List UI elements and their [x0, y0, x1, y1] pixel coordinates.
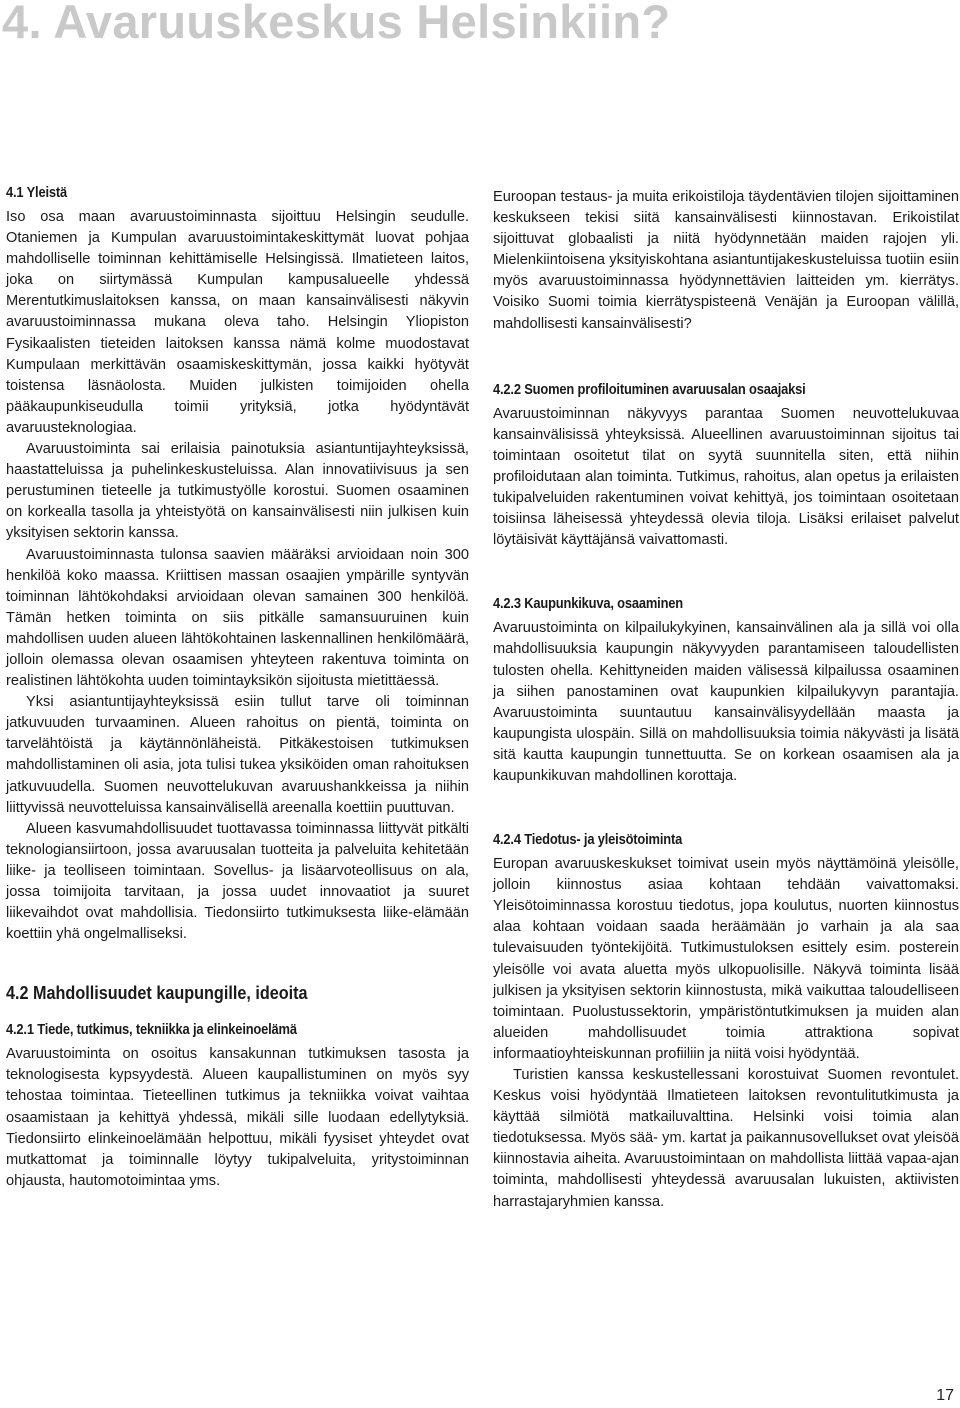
- section-heading-4-2-3: 4.2.3 Kaupunkikuva, osaaminen: [493, 595, 684, 613]
- paragraph: Avaruustoiminta on osoitus kansakunnan tutkimuksen tasosta ja teknologisesta kypsyydestä. Alueen kaupallistuminen on myös syy tehostaa toimintaa. Tieteellinen tutkimus ja tekniikka voivat vaihtaa osaamistaan ja kehittyä yhdessä, mikäli sille luodaan edellytyksiä. Tiedonsiirto elinkeinoelämään helpottuu, mikäli fyysiset yhteydet ovat mutkattomat ja toiminnalle löytyy tukipalveluita, yritystoiminnan ohjausta, hautomotoimintaa yms.: [6, 1046, 469, 1189]
- section-heading-4-2-2: 4.2.2 Suomen profiloituminen avaruusalan osaajaksi: [493, 380, 806, 398]
- section-4-2-4: [493, 829, 959, 1213]
- section-4-2: [6, 981, 469, 1005]
- section-heading-4-2: 4.2 Mahdollisuudet kaupungille, ideoita: [6, 983, 308, 1004]
- chapter-title: 4. Avaruuskeskus Helsinkiin?: [2, 0, 671, 48]
- section-heading-4-1: 4.1 Yleistä: [6, 184, 67, 201]
- paragraph: Avaruustoiminnasta tulonsa saavien määräksi arvioidaan noin 300 henkilöä koko maassa. Kriittisen massan osaajien ympärille syntyvän toiminnan lähtökohdaksi arvioidaan olevan samainen 300 henkilöä. Tämän hetken toiminta on siis pitkälle samansuuruinen kuin mahdollisen uuden alueen lähtökohtainen laskennallinen henkilömäärä, jolloin olemassa olevan osaamisen yhteyteen rakentuva toiminta on realistinen lähtökohta uuden toimintayksikön sijoitusta mietittäessä.: [6, 546, 469, 690]
- paragraph: Avaruustoiminta sai erilaisia painotuksia asiantuntijayhteyksissä, haastatteluissa ja puhelinkeskusteluissa. Alan innovatiivisuus ja sen perustuminen tieteelle ja tutkimustyölle korostui. Suomen osaaminen on korkealla tasolla ja yhteistyötä on kansainvälisesti niin julkisen kuin yksityisen sektorin kanssa.: [6, 441, 469, 542]
- spacer: [493, 787, 959, 829]
- paragraph: Yksi asiantuntijayhteyksissä esiin tullut tarve oli toiminnan jatkuvuuden turvaaminen. Alueen rahoitus on pientä, toiminta on tarvelähtöistä ja käytännönläheistä. Pitkäkestoisen tutkimuksen mahdollistaminen oli asia, jota tulisi tukea yksiköiden oman rahoituksen jatkuvuudella. Suomen neuvottelukuvan avaruushankkeissa ja niihin liittyvissä neuvotteluissa kansainvälisellä areenalla koettiin puuttuvan.: [6, 694, 469, 816]
- section-4-1: [6, 182, 469, 945]
- paragraph: Avaruustoiminnan näkyvyys parantaa Suomen neuvottelukuvaa kansainvälisissä yhteyksissä. Alueellinen avaruustoiminnan sijoitus tai toimintaan osoitetut tilat on syytä suunnitella siten, että niihin profiloidutaan alan toiminta. Tutkimus, rahoitus, alan opetus ja erilaisten tukipalveluiden rakentuminen voivat kehittyä, jos toimintaan osoitetaan toisiinsa läheisessä yhteydessä olevia tiloja. Lisäksi erilaiset palvelut löytäisivät käyttäjänsä vaivattomasti.: [493, 405, 959, 549]
- section-4-2-3: [493, 593, 959, 787]
- paragraph: Turistien kanssa keskustellessani korostuivat Suomen revontulet. Keskus voisi hyödyntää Ilmatieteen laitoksen revontulitutkimusta ja käyttää silmiötä matkailuvalttina. Helsinki voisi toimia alan tiedotuksessa. Myös sää- ym. kartat ja paikannusovellukset ovat yleisöä kiinnostavia aiheita. Avaruustoimintaan on mahdollista liittää vapaa-ajan toiminta, mahdollisesti yhteydessä avaruusalan lukuisten, aktiivisten harrastajaryhmien kanssa.: [493, 1067, 959, 1210]
- paragraph: Alueen kasvumahdollisuudet tuottavassa toiminnassa liittyvät pitkälti teknologiansiirtoon, jossa avaruusalan tuotteita ja palveluita kehitetään liike- ja teolliseen toimintaan. Sovellus- ja lisäarvoteollisuus on ala, jossa toimijoita tarvitaan, ja jossa uudet innovaatiot ja suuret liikevaihdot ovat mahdollisia. Tiedonsiirto tutkimuksesta liike-elämään koettiin yhä ongelmalliseksi.: [6, 820, 469, 943]
- section-4-2-1: [6, 1019, 469, 1192]
- left-column: [6, 182, 469, 1192]
- intro-section: [493, 187, 959, 335]
- page-number: 17: [936, 1387, 954, 1404]
- section-heading-4-2-1: 4.2.1 Tiede, tutkimus, tekniikka ja elinkeinoelämä: [6, 1021, 297, 1039]
- paragraph: Euroopan testaus- ja muita erikoistiloja täydentävien tilojen sijoittaminen keskukseen tekisi siitä kansainvälisesti kiinnostavan. Erikoistilat sijoittuvat globaalisti ja niitä hyödynnetään maiden rajojen yli. Mielenkiintoisena yksityiskohtana asiantuntijakeskusteluissa tuotiin esiin myös avaruustoiminnassa hyödynnettävien laitteiden ym. kierrätys. Voisiko Suomi toimia kierrätyspisteenä Venäjän ja Euroopan välillä, mahdollisesti kansainvälisesti?: [493, 189, 959, 332]
- paragraph: Avaruustoiminta on kilpailukykyinen, kansainvälinen ala ja sillä voi olla mahdollisuuksia kaupungin näkyvyyden parantamiseen taloudellisten tulosten ohella. Kehittyneiden maiden välisessä kilpailussa osaaminen ja siihen panostaminen ovat kaupunkien kilpailukyvyn parantajia. Avaruustoiminta suuntautuu kansainvälisyydellään maasta ja kaupungista ulospäin. Sillä on mahdollisuuksia toimia näkyvästi ja lisätä sitä kautta kaupungin tunnettuutta. Se on korkean osaamisen ala ja kaupunkikuvan mahdollinen korottaja.: [493, 620, 959, 784]
- section-4-2-2: [493, 379, 959, 552]
- spacer: [6, 945, 469, 981]
- spacer: [493, 551, 959, 593]
- paragraph: Iso osa maan avaruustoiminnasta sijoittuu Helsingin seudulle. Otaniemen ja Kumpulan avaruustoimintakeskittymät luovat pohjaa mahdolliselle toiminnan kehittämiselle Helsingissä. Ilmatieteen laitos, joka on siirtymässä Kumpulan kampusalueelle yhdessä Merentutkimuslaitoksen kanssa, on maan kansainvälisesti näkyvin avaruustoiminnassa mukana oleva taho. Helsingin Yliopiston Fysikaalisten tieteiden laitoksen kanssa nämä kolme muodostavat Kumpulaan merkittävän osaamiskeskittymän, jossa kaikki hyötyvät toistensa läsnäolosta. Muiden julkisten toimijoiden ohella pääkaupunkiseudulla toimii yrityksiä, jotka hyödyntävät avaruusteknologiaa.: [6, 209, 469, 436]
- spacer: [493, 335, 959, 379]
- section-heading-4-2-4: 4.2.4 Tiedotus- ja yleisötoiminta: [493, 831, 683, 849]
- paragraph: Europan avaruuskeskukset toimivat usein myös näyttämöinä yleisölle, jolloin kiinnostus asiaa kohtaan tehdään vaivattomaksi. Yleisötoiminnassa korostuu tiedotus, jopa koulutus, nuorten kiinnostus alaa kohtaan voidaan saada heräämään jo varhain ja ala saa tulevaisuuden työntekijöitä. Tutkimustuloksen esittely esim. posterein yleisölle voi avata aluetta myös ulkopuolisille. Näkyvä toiminta lisää julkisen ja yksityisen sektorin kiinnostusta, mikä vaikuttaa taloudelliseen toimintaan. Puolustussektorin, ympäristöntutkimuksen ja muiden alan alueiden mahdollisuudet toimia attraktiona sopivat informaatioyhteiskunnan profiiliin ja niitä voisi hyödyntää.: [493, 856, 959, 1062]
- right-column: [493, 187, 959, 1213]
